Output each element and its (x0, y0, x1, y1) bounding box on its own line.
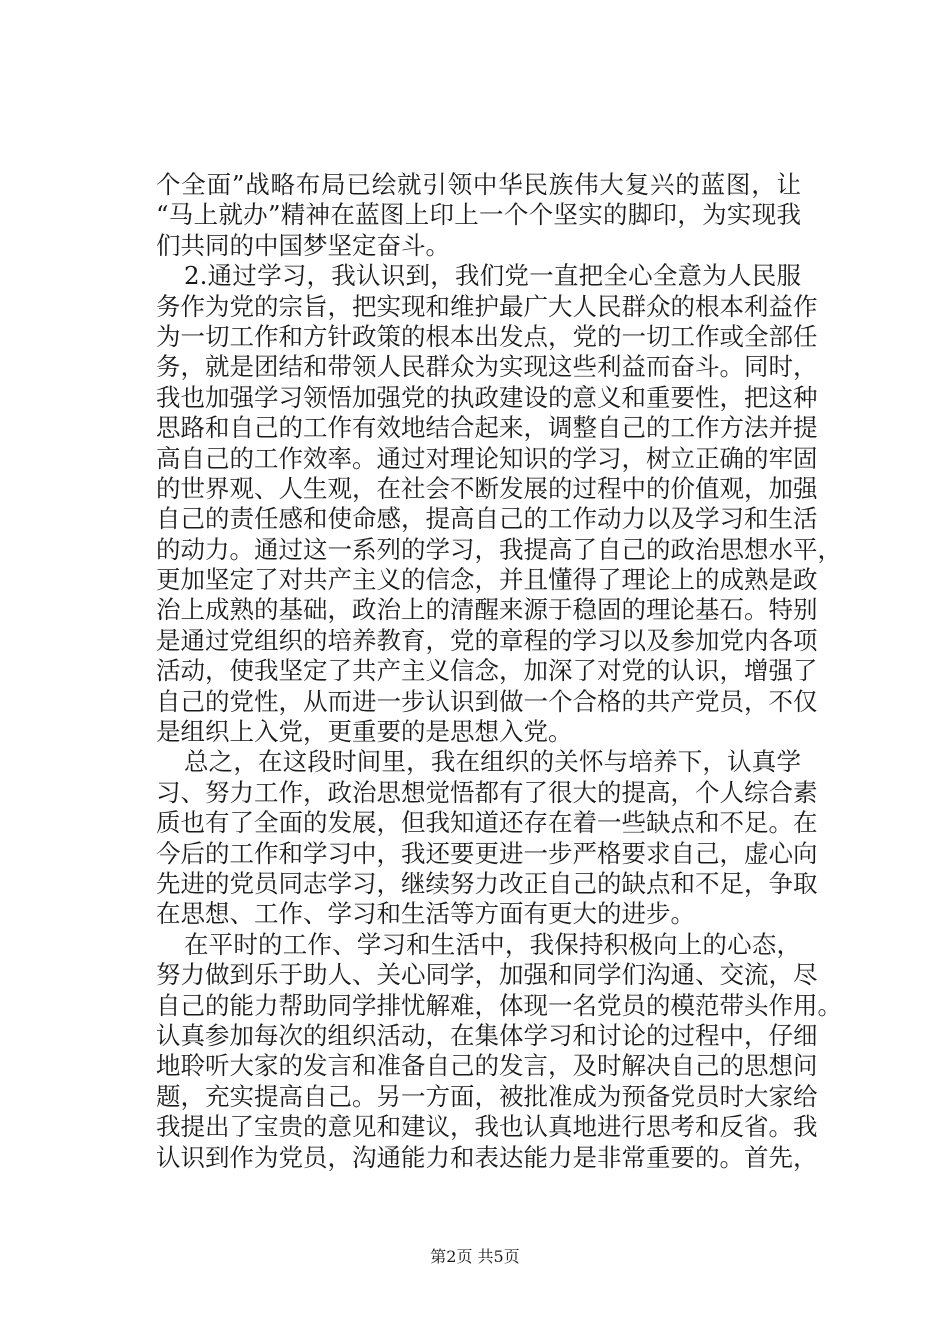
text-line: “马上就办”精神在蓝图上印上一个个坚实的脚印，为实现我 (156, 200, 801, 230)
page-footer: 第2页 共5页 (430, 1247, 520, 1266)
text-line: 习、努力工作，政治思想觉悟都有了很大的提高，个人综合素 (156, 777, 818, 807)
text-line: 2.通过学习，我认识到，我们党一直把全心全意为人民服 (184, 261, 801, 291)
text-line: 自己的党性，从而进一步认识到做一个合格的共产党员，不仅 (156, 686, 818, 716)
text-line: 我也加强学习领悟加强党的执政建设的意义和重要性，把这种 (156, 382, 818, 412)
text-line: 的动力。通过这一系列的学习，我提高了自己的政治思想水平， (156, 534, 842, 564)
text-line: 质也有了全面的发展，但我知道还存在着一些缺点和不足。在 (156, 808, 818, 838)
text-line: 务作为党的宗旨，把实现和维护最广大人民群众的根本利益作 (156, 291, 818, 321)
text-line: 我提出了宝贵的意见和建议，我也认真地进行思考和反省。我 (156, 1112, 818, 1142)
text-line: 为一切工作和方针政策的根本出发点，党的一切工作或全部任 (156, 321, 818, 351)
text-line: 地聆听大家的发言和准备自己的发言，及时解决自己的思想问 (156, 1051, 818, 1081)
text-line: 们共同的中国梦坚定奋斗。 (156, 230, 450, 260)
text-line: 务，就是团结和带领人民群众为实现这些利益而奋斗。同时， (156, 352, 818, 382)
text-line: 是通过党组织的培养教育，党的章程的学习以及参加党内各项 (156, 625, 818, 655)
text-line: 题，充实提高自己。另一方面，被批准成为预备党员时大家给 (156, 1081, 818, 1111)
text-line: 自己的责任感和使命感，提高自己的工作动力以及学习和生活 (156, 504, 818, 534)
text-line: 思路和自己的工作有效地结合起来，调整自己的工作方法并提 (156, 413, 818, 443)
text-line: 的世界观、人生观，在社会不断发展的过程中的价值观，加强 (156, 473, 818, 503)
text-line: 活动，使我坚定了共产主义信念，加深了对党的认识，增强了 (156, 656, 818, 686)
text-line: 总之，在这段时间里，我在组织的关怀与培养下，认真学 (184, 747, 801, 777)
text-line: 努力做到乐于助人、关心同学，加强和同学们沟通、交流，尽 (156, 960, 818, 990)
text-line: 个全面”战略布局已绘就引领中华民族伟大复兴的蓝图，让 (156, 170, 801, 199)
text-line: 今后的工作和学习中，我还要更进一步严格要求自己，虚心向 (156, 838, 818, 868)
text-line: 先进的党员同志学习，继续努力改正自己的缺点和不足，争取 (156, 868, 818, 898)
text-line: 认真参加每次的组织活动，在集体学习和讨论的过程中，仔细 (156, 1020, 818, 1050)
text-line: 在思想、工作、学习和生活等方面有更大的进步。 (156, 899, 695, 929)
text-line: 是组织上入党，更重要的是思想入党。 (156, 717, 573, 747)
document-body (156, 170, 842, 1173)
text-line: 认识到作为党员，沟通能力和表达能力是非常重要的。首先， (156, 1142, 818, 1172)
text-line: 更加坚定了对共产主义的信念，并且懂得了理论上的成熟是政 (156, 565, 818, 595)
text-line: 高自己的工作效率。通过对理论知识的学习，树立正确的牢固 (156, 443, 818, 473)
text-line: 自己的能力帮助同学排忧解难，体现一名党员的模范带头作用。 (156, 990, 842, 1020)
text-line: 在平时的工作、学习和生活中，我保持积极向上的心态， (184, 929, 801, 959)
text-line: 治上成熟的基础，政治上的清醒来源于稳固的理论基石。特别 (156, 595, 818, 625)
